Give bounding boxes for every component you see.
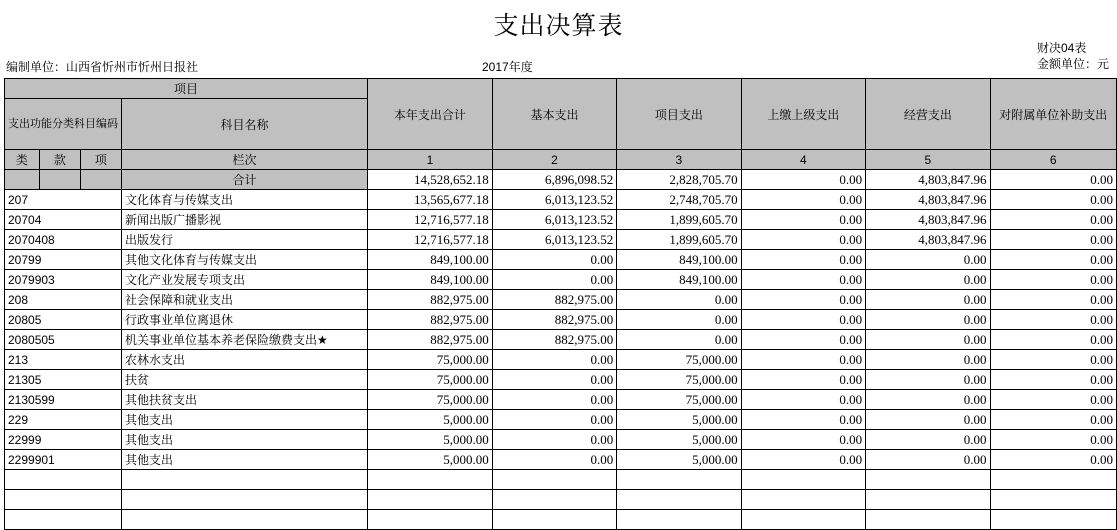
- empty-value-cell: [990, 470, 1116, 490]
- total-label: 合计: [122, 170, 368, 190]
- row-value-2: 882,975.00: [492, 290, 616, 310]
- row-subject-name: 农林水支出: [122, 350, 368, 370]
- row-subject-name: 新闻出版广播影视: [122, 210, 368, 230]
- row-value-3: 1,899,605.70: [617, 230, 741, 250]
- amount-unit: 金额单位：元: [1036, 57, 1109, 71]
- empty-name-cell: [122, 490, 368, 510]
- row-value-4: 0.00: [741, 210, 866, 230]
- total-value-1: 14,528,652.18: [368, 170, 493, 190]
- row-code: 2079903: [5, 270, 122, 290]
- table-row: [5, 410, 1117, 430]
- row-value-6: 0.00: [990, 370, 1116, 390]
- row-value-6: 0.00: [990, 430, 1116, 450]
- row-subject-name: 社会保障和就业支出: [122, 290, 368, 310]
- compiling-unit: 编制单位：山西省忻州市忻州日报社: [6, 60, 199, 74]
- rank-number-2: 2: [492, 150, 616, 170]
- table-row: [5, 330, 1117, 350]
- row-subject-name: 其他支出: [122, 430, 368, 450]
- table-total-row: [5, 170, 1117, 190]
- row-value-5: 4,803,847.96: [866, 230, 990, 250]
- empty-value-cell: [492, 470, 616, 490]
- total-cell-section: [39, 170, 80, 190]
- row-value-4: 0.00: [741, 430, 866, 450]
- row-value-3: 5,000.00: [617, 430, 741, 450]
- code-header: 支出功能分类科目编码: [5, 99, 122, 150]
- meta-row: [4, 58, 1113, 76]
- row-value-2: 6,013,123.52: [492, 190, 616, 210]
- row-value-6: 0.00: [990, 290, 1116, 310]
- row-value-4: 0.00: [741, 350, 866, 370]
- empty-value-cell: [368, 490, 493, 510]
- expenditure-table: [4, 78, 1117, 530]
- empty-value-cell: [492, 510, 616, 530]
- column-header-3: 上缴上级支出: [741, 79, 866, 150]
- row-subject-name: 其他支出: [122, 450, 368, 470]
- row-value-2: 6,013,123.52: [492, 230, 616, 250]
- row-value-6: 0.00: [990, 330, 1116, 350]
- table-empty-row: [5, 510, 1117, 530]
- empty-value-cell: [990, 510, 1116, 530]
- row-value-3: 75,000.00: [617, 370, 741, 390]
- empty-name-cell: [122, 510, 368, 530]
- column-header-1: 基本支出: [492, 79, 616, 150]
- row-value-4: 0.00: [741, 370, 866, 390]
- total-value-6: 0.00: [990, 170, 1116, 190]
- row-value-3: 75,000.00: [617, 390, 741, 410]
- row-value-1: 75,000.00: [368, 390, 493, 410]
- table-row: [5, 290, 1117, 310]
- row-value-1: 12,716,577.18: [368, 230, 493, 250]
- row-value-1: 849,100.00: [368, 250, 493, 270]
- row-value-1: 5,000.00: [368, 450, 493, 470]
- form-code: 财决04表: [1036, 41, 1087, 55]
- row-subject-name: 其他扶贫支出: [122, 390, 368, 410]
- row-value-1: 13,565,677.18: [368, 190, 493, 210]
- row-value-3: 849,100.00: [617, 270, 741, 290]
- row-value-1: 75,000.00: [368, 350, 493, 370]
- row-value-1: 849,100.00: [368, 270, 493, 290]
- row-value-3: 0.00: [617, 290, 741, 310]
- row-value-5: 0.00: [866, 410, 990, 430]
- row-subject-name: 出版发行: [122, 230, 368, 250]
- empty-value-cell: [741, 470, 866, 490]
- row-value-6: 0.00: [990, 210, 1116, 230]
- row-value-6: 0.00: [990, 190, 1116, 210]
- row-value-6: 0.00: [990, 270, 1116, 290]
- row-value-2: 882,975.00: [492, 330, 616, 350]
- row-subject-name: 文化体育与传媒支出: [122, 190, 368, 210]
- row-value-6: 0.00: [990, 350, 1116, 370]
- row-value-3: 75,000.00: [617, 350, 741, 370]
- empty-value-cell: [741, 510, 866, 530]
- row-value-5: 0.00: [866, 310, 990, 330]
- row-value-2: 0.00: [492, 390, 616, 410]
- table-row: [5, 250, 1117, 270]
- row-value-1: 5,000.00: [368, 430, 493, 450]
- empty-name-cell: [122, 470, 368, 490]
- empty-value-cell: [866, 470, 990, 490]
- row-value-5: 0.00: [866, 370, 990, 390]
- row-value-1: 75,000.00: [368, 370, 493, 390]
- row-value-6: 0.00: [990, 390, 1116, 410]
- row-subject-name: 文化产业发展专项支出: [122, 270, 368, 290]
- column-header-4: 经营支出: [866, 79, 990, 150]
- total-value-4: 0.00: [741, 170, 866, 190]
- table-rank-row: [5, 150, 1117, 170]
- rank-label: 栏次: [122, 150, 368, 170]
- row-value-6: 0.00: [990, 250, 1116, 270]
- row-value-4: 0.00: [741, 230, 866, 250]
- empty-value-cell: [617, 490, 741, 510]
- total-cell-item: [80, 170, 121, 190]
- rank-number-3: 3: [617, 150, 741, 170]
- row-value-6: 0.00: [990, 230, 1116, 250]
- row-value-5: 0.00: [866, 450, 990, 470]
- row-value-2: 0.00: [492, 370, 616, 390]
- row-value-5: 0.00: [866, 390, 990, 410]
- row-value-5: 0.00: [866, 290, 990, 310]
- row-code: 20799: [5, 250, 122, 270]
- rank-number-1: 1: [368, 150, 493, 170]
- row-value-1: 12,716,577.18: [368, 210, 493, 230]
- row-value-4: 0.00: [741, 330, 866, 350]
- empty-value-cell: [368, 470, 493, 490]
- row-value-5: 0.00: [866, 330, 990, 350]
- rank-number-6: 6: [990, 150, 1116, 170]
- table-body: [5, 190, 1117, 530]
- sub-header-class: 类: [5, 150, 40, 170]
- table-row: [5, 190, 1117, 210]
- row-value-4: 0.00: [741, 410, 866, 430]
- empty-value-cell: [492, 490, 616, 510]
- row-code: 20805: [5, 310, 122, 330]
- row-value-5: 0.00: [866, 350, 990, 370]
- empty-value-cell: [990, 490, 1116, 510]
- row-code: 2130599: [5, 390, 122, 410]
- row-value-3: 0.00: [617, 310, 741, 330]
- row-value-4: 0.00: [741, 250, 866, 270]
- table-empty-row: [5, 470, 1117, 490]
- empty-value-cell: [617, 470, 741, 490]
- row-value-2: 0.00: [492, 250, 616, 270]
- row-value-1: 882,975.00: [368, 330, 493, 350]
- table-row: [5, 230, 1117, 250]
- row-value-4: 0.00: [741, 310, 866, 330]
- rank-number-5: 5: [866, 150, 990, 170]
- table-row: [5, 350, 1117, 370]
- row-subject-name: 其他支出: [122, 410, 368, 430]
- row-value-5: 0.00: [866, 270, 990, 290]
- row-subject-name: 行政事业单位离退休: [122, 310, 368, 330]
- row-code: 229: [5, 410, 122, 430]
- row-value-5: 0.00: [866, 250, 990, 270]
- row-value-4: 0.00: [741, 390, 866, 410]
- table-header-group-row: [5, 79, 1117, 99]
- total-value-2: 6,896,098.52: [492, 170, 616, 190]
- row-value-2: 0.00: [492, 270, 616, 290]
- name-header: 科目名称: [122, 99, 368, 150]
- row-value-3: 2,748,705.70: [617, 190, 741, 210]
- table-row: [5, 270, 1117, 290]
- row-code: 2080505: [5, 330, 122, 350]
- row-value-6: 0.00: [990, 310, 1116, 330]
- row-value-3: 1,899,605.70: [617, 210, 741, 230]
- row-value-4: 0.00: [741, 450, 866, 470]
- table-row: [5, 370, 1117, 390]
- row-code: 21305: [5, 370, 122, 390]
- empty-code-cell: [5, 490, 122, 510]
- row-value-3: 849,100.00: [617, 250, 741, 270]
- column-header-0: 本年支出合计: [368, 79, 493, 150]
- row-value-2: 6,013,123.52: [492, 210, 616, 230]
- row-value-3: 0.00: [617, 330, 741, 350]
- row-value-6: 0.00: [990, 450, 1116, 470]
- table-row: [5, 310, 1117, 330]
- empty-value-cell: [617, 510, 741, 530]
- sub-header-section: 款: [39, 150, 80, 170]
- empty-code-cell: [5, 510, 122, 530]
- row-code: 22999: [5, 430, 122, 450]
- empty-value-cell: [368, 510, 493, 530]
- row-value-3: 5,000.00: [617, 410, 741, 430]
- fiscal-year: 2017年度: [482, 60, 533, 74]
- row-value-5: 4,803,847.96: [866, 210, 990, 230]
- row-value-2: 0.00: [492, 430, 616, 450]
- row-value-1: 882,975.00: [368, 310, 493, 330]
- row-value-5: 4,803,847.96: [866, 190, 990, 210]
- row-value-4: 0.00: [741, 270, 866, 290]
- row-value-1: 882,975.00: [368, 290, 493, 310]
- row-value-4: 0.00: [741, 290, 866, 310]
- row-value-6: 0.00: [990, 410, 1116, 430]
- column-header-2: 项目支出: [617, 79, 741, 150]
- row-code: 208: [5, 290, 122, 310]
- empty-code-cell: [5, 470, 122, 490]
- table-row: [5, 210, 1117, 230]
- row-subject-name: 机关事业单位基本养老保险缴费支出★: [122, 330, 368, 350]
- row-code: 207: [5, 190, 122, 210]
- sub-header-item: 项: [80, 150, 121, 170]
- row-value-5: 0.00: [866, 430, 990, 450]
- row-code: 2299901: [5, 450, 122, 470]
- table-row: [5, 390, 1117, 410]
- row-subject-name: 扶贫: [122, 370, 368, 390]
- page-title: 支出决算表: [493, 13, 624, 40]
- table-row: [5, 430, 1117, 450]
- row-value-2: 0.00: [492, 410, 616, 430]
- row-code: 20704: [5, 210, 122, 230]
- table-empty-row: [5, 490, 1117, 510]
- row-value-2: 0.00: [492, 350, 616, 370]
- row-value-2: 882,975.00: [492, 310, 616, 330]
- row-value-3: 5,000.00: [617, 450, 741, 470]
- total-value-3: 2,828,705.70: [617, 170, 741, 190]
- row-value-4: 0.00: [741, 190, 866, 210]
- group-header-project: 项目: [5, 79, 368, 99]
- total-value-5: 4,803,847.96: [866, 170, 990, 190]
- row-value-2: 0.00: [492, 450, 616, 470]
- empty-value-cell: [741, 490, 866, 510]
- row-code: 2070408: [5, 230, 122, 250]
- empty-value-cell: [866, 510, 990, 530]
- table-row: [5, 450, 1117, 470]
- row-subject-name: 其他文化体育与传媒支出: [122, 250, 368, 270]
- column-header-5: 对附属单位补助支出: [990, 79, 1116, 150]
- total-cell-class: [5, 170, 40, 190]
- row-code: 213: [5, 350, 122, 370]
- empty-value-cell: [866, 490, 990, 510]
- rank-number-4: 4: [741, 150, 866, 170]
- row-value-1: 5,000.00: [368, 410, 493, 430]
